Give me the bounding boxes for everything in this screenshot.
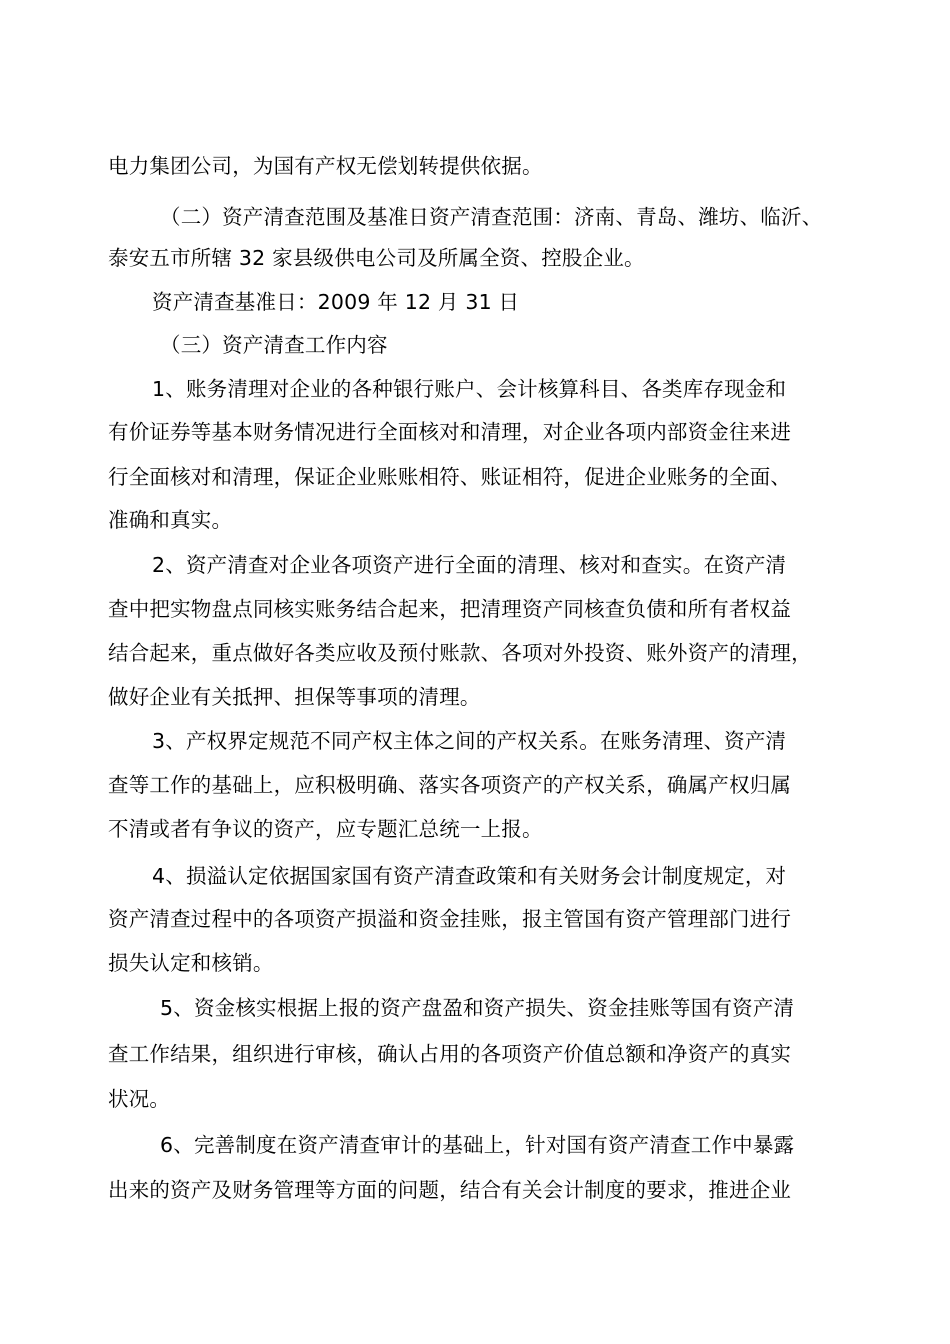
text-line: 查工作结果，组织进行审核，确认占用的各项资产价值总额和净资产的真实 xyxy=(108,1042,792,1066)
text-line: 查中把实物盘点同核实账务结合起来，把清理资产同核查负债和所有者权益 xyxy=(108,597,792,621)
text-line: 查等工作的基础上，应积极明确、落实各项资产的产权关系，确属产权归属 xyxy=(108,773,792,797)
text-line: 损失认定和核销。 xyxy=(108,951,274,975)
text-line: 6、完善制度在资产清查审计的基础上，针对国有资产清查工作中暴露 xyxy=(160,1133,795,1157)
text-line: 1、账务清理对企业的各种银行账户、会计核算科目、各类库存现金和 xyxy=(152,377,787,401)
text-line: 结合起来，重点做好各类应收及预付账款、各项对外投资、账外资产的清理， xyxy=(108,641,812,665)
text-line: 2、资产清查对企业各项资产进行全面的清理、核对和查实。在资产清 xyxy=(152,553,787,577)
text-line: 泰安五市所辖 32 家县级供电公司及所属全资、控股企业。 xyxy=(108,246,645,270)
section-heading: （三）资产清查工作内容 xyxy=(160,333,388,357)
text-line: 做好企业有关抵押、担保等事项的清理。 xyxy=(108,685,481,709)
text-line: 不清或者有争议的资产，应专题汇总统一上报。 xyxy=(108,817,543,841)
section-heading: （二）资产清查范围及基准日资产清查范围：济南、青岛、潍坊、临沂、 xyxy=(160,205,823,229)
text-line: 行全面核对和清理，保证企业账账相符、账证相符，促进企业账务的全面、 xyxy=(108,465,792,489)
text-line: 有价证券等基本财务情况进行全面核对和清理，对企业各项内部资金往来进 xyxy=(108,420,792,444)
text-line: 状况。 xyxy=(108,1087,171,1111)
text-line: 资产清查基准日：2009 年 12 月 31 日 xyxy=(152,290,520,314)
text-line: 3、产权界定规范不同产权主体之间的产权关系。在账务清理、资产清 xyxy=(152,729,787,753)
text-line: 5、资金核实根据上报的资产盘盈和资产损失、资金挂账等国有资产清 xyxy=(160,996,795,1020)
text-line: 电力集团公司，为国有产权无偿划转提供依据。 xyxy=(108,154,543,178)
text-line: 出来的资产及财务管理等方面的问题，结合有关会计制度的要求，推进企业 xyxy=(108,1178,792,1202)
text-line: 准确和真实。 xyxy=(108,508,233,532)
text-line: 4、损溢认定依据国家国有资产清查政策和有关财务会计制度规定，对 xyxy=(152,864,787,888)
text-line: 资产清查过程中的各项资产损溢和资金挂账，报主管国有资产管理部门进行 xyxy=(108,907,792,931)
